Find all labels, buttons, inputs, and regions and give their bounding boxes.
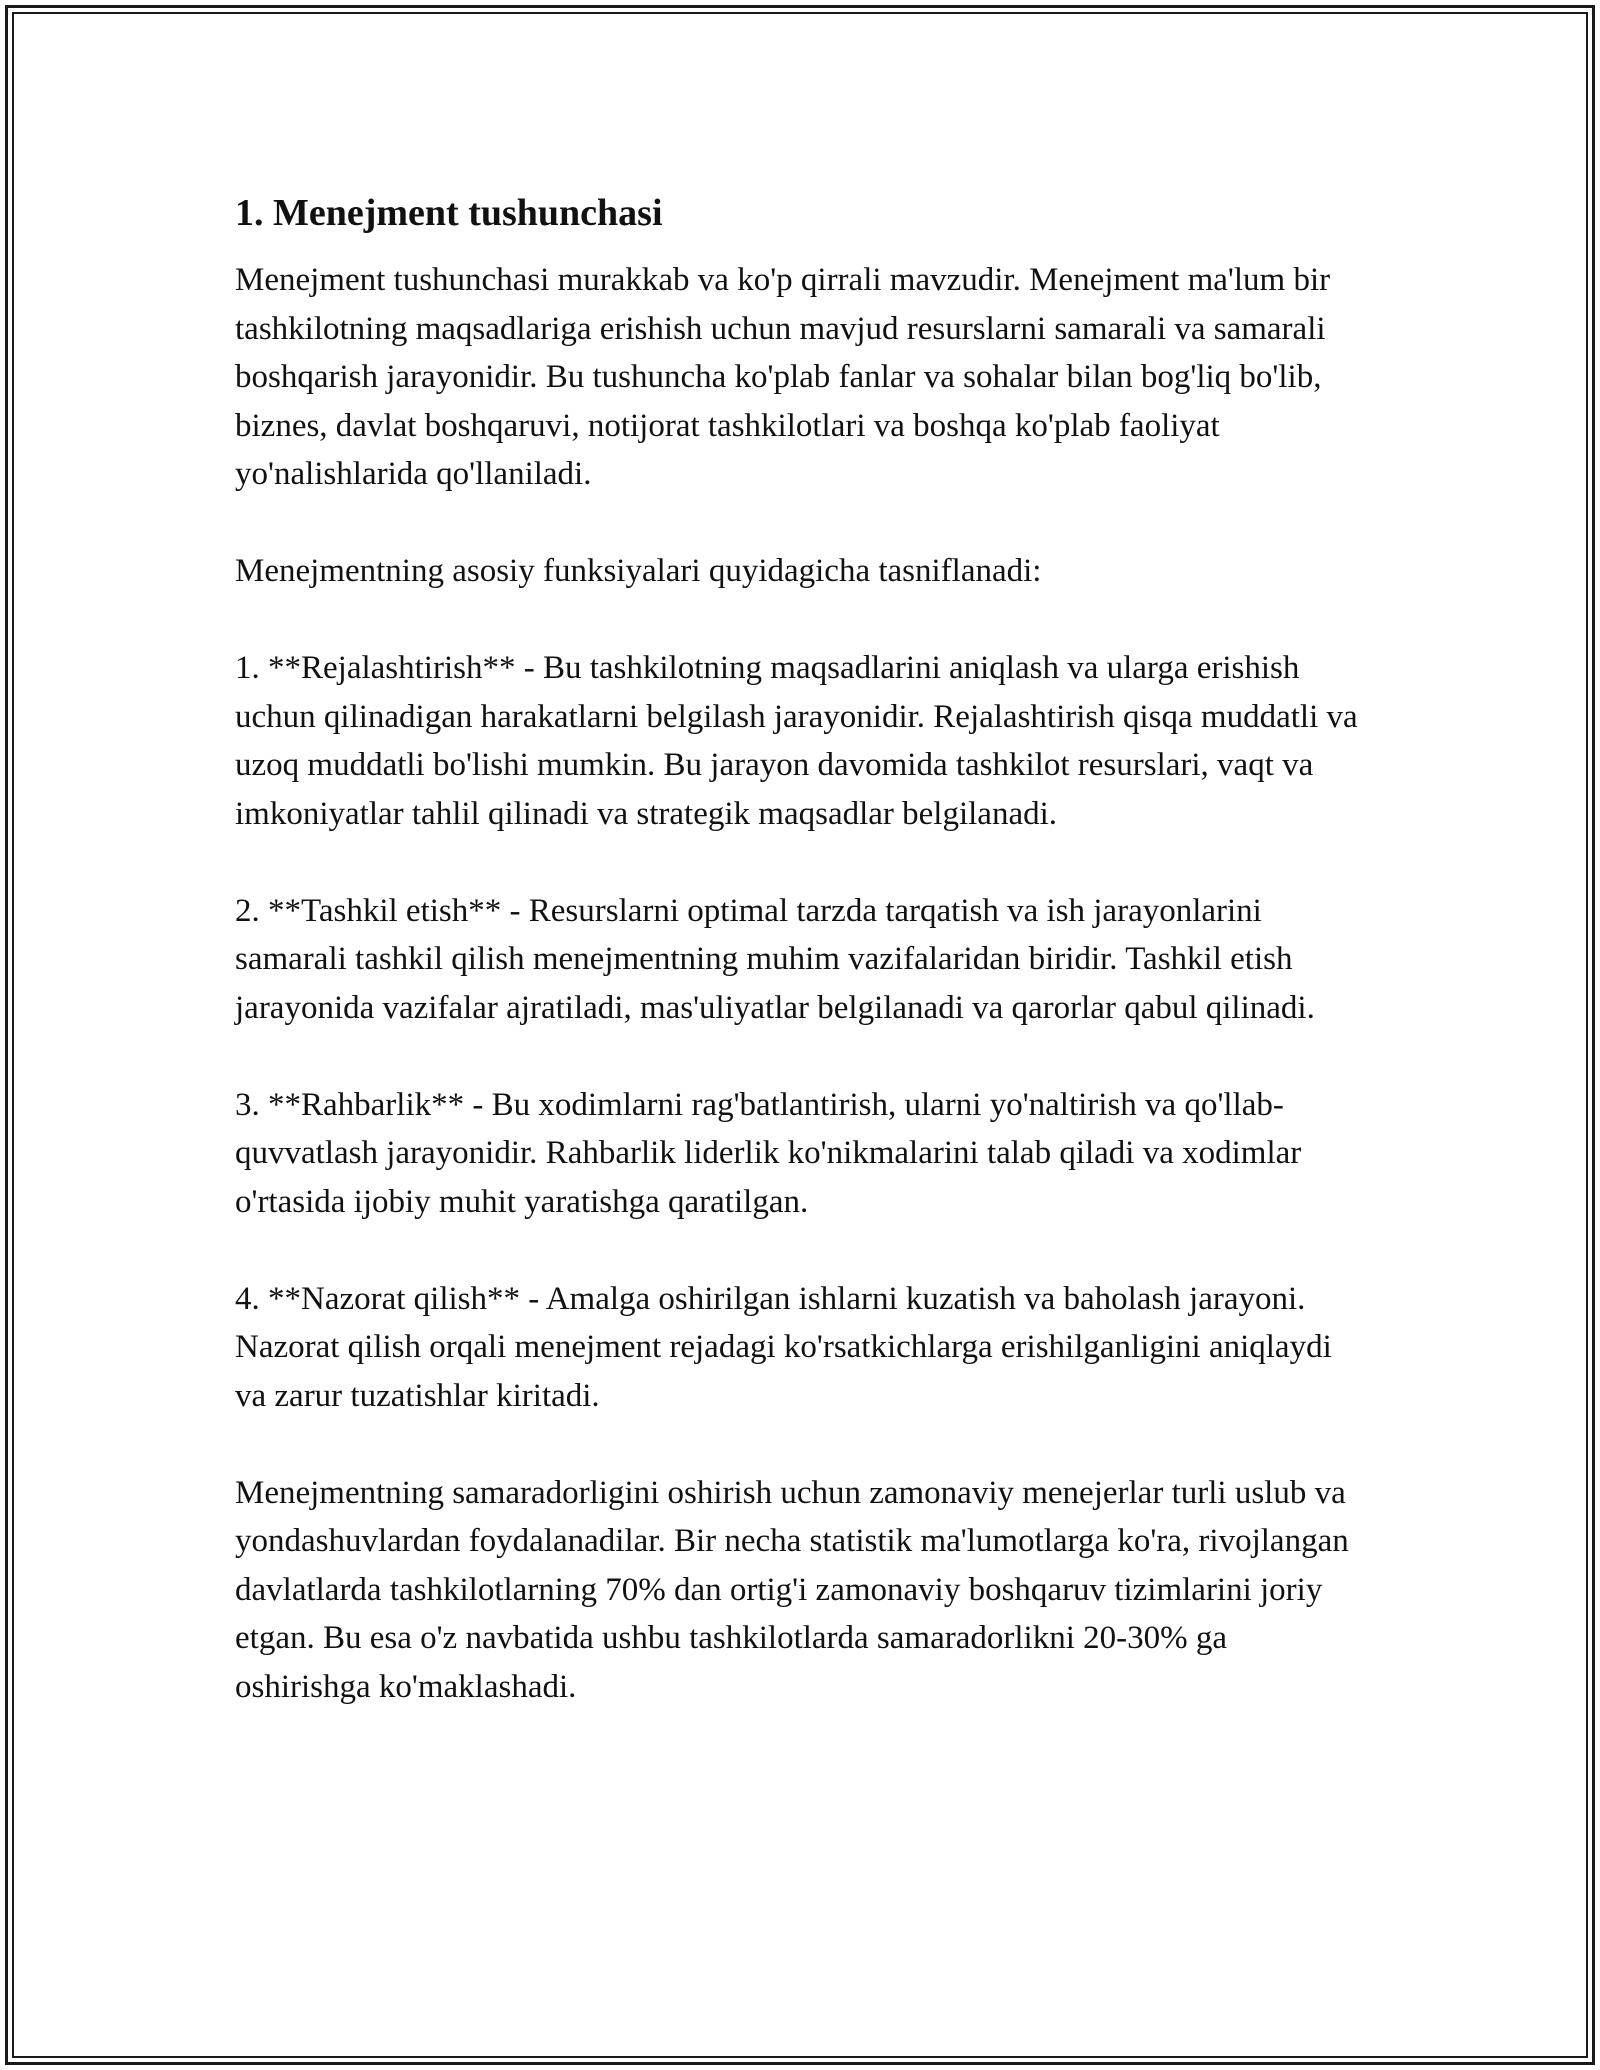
paragraph-leadership: 3. **Rahbarlik** - Bu xodimlarni rag'batlantirish, ularni yo'naltirish va qo'llab-quvvatlash jarayonidir. Rahbarlik liderlik ko'nikmalarini talab qiladi va xodimlar o'rtasida ijobiy muhit yaratishga qaratilgan. [235,1086,1302,1220]
section-heading: 1. Menejment tushunchasi [235,192,663,234]
paragraph-intro: Menejment tushunchasi murakkab va ko'p qirrali mavzudir. Menejment ma'lum bir tashkilotning maqsadlariga erishish uchun mavjud resurslarni samarali va samarali boshqarish jarayonidir. Bu tushuncha ko'plab fanlar va sohalar bilan bog'liq bo'lib, biznes, davlat boshqaruvi, notijorat tashkilotlari va boshqa ko'plab faoliyat yo'nalishlarida qo'llaniladi. [235,262,1331,492]
paragraph-efficiency: Menejmentning samaradorligini oshirish uchun zamonaviy menejerlar turli uslub va yondashuvlardan foydalanadilar. Bir necha statistik ma'lumotlarga ko'ra, rivojlangan davlatlarda tashkilotlarning 70% dan ortig'i zamonaviy boshqaruv tizimlarini joriy etgan. Bu esa o'z navbatida ushbu tashkilotlarda samaradorlikni 20-30% ga oshirishga ko'maklashadi. [235,1474,1349,1705]
paragraph-organizing: 2. **Tashkil etish** - Resurslarni optimal tarzda tarqatish va ish jarayonlarini samarali tashkil qilish menejmentning muhim vazifalaridan biridir. Tashkil etish jarayonida vazifalar ajratiladi, mas'uliyatlar belgilanadi va qarorlar qabul qilinadi. [235,892,1315,1026]
paragraph-planning: 1. **Rejalashtirish** - Bu tashkilotning maqsadlarini aniqlash va ularga erishish uchun qilinadigan harakatlarni belgilash jarayonidir. Rejalashtirish qisqa muddatli va uzoq muddatli bo'lishi mumkin. Bu jarayon davomida tashkilot resurslari, vaqt va imkoniyatlar tahlil qilinadi va strategik maqsadlar belgilanadi. [235,650,1358,832]
paragraph-functions-lead: Menejmentning asosiy funksiyalari quyidagicha tasniflanadi: [235,553,1042,589]
document-body [235,188,1365,1760]
paragraph-control: 4. **Nazorat qilish** - Amalga oshirilgan ishlarni kuzatish va baholash jarayoni. Nazorat qilish orqali menejment rejadagi ko'rsatkichlarga erishilganligini aniqlaydi va zarur tuzatishlar kiritadi. [235,1280,1332,1414]
